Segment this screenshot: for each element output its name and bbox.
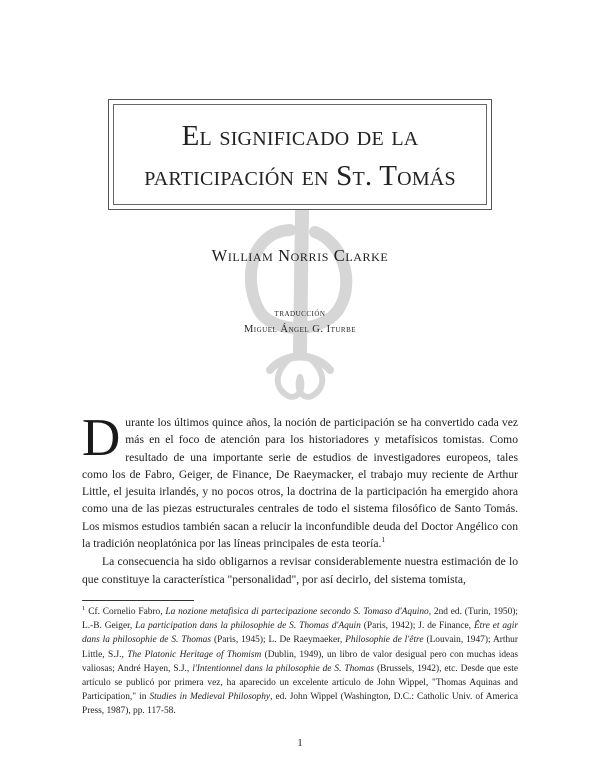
footnote-divider (82, 600, 194, 601)
footnote-mark: 1 (82, 604, 86, 612)
phi-ornament-icon (230, 202, 370, 412)
footnote-1 (82, 605, 518, 719)
translator-name: Miguel Ángel G. Iturbe (243, 324, 357, 335)
author-name: William Norris Clarke (211, 246, 389, 265)
paragraph-1-text: urante los últimos quince años, la noción de participación se ha convertido cada vez más en el foco de atención para los historiadores y metafísicos tomistas. Como resultado de una importante serie de estudios de investigadores europeos, tales como los de Fabro, Geiger, de Finance, De Raeymacker, el trabajo muy reciente de Arthur Little, el jesuita irlandés, y no pocos otros, la doctrina de la participación ha emergido ahora como una de las piezas estructurales centrales de todo el sistema filosófico de Santo Tomás. Los mismos estudios también sacan a relucir la inconfundible deuda del Doctor Angélico con la tradición neoplatónica por las líneas principales de esta teoría. (82, 416, 518, 551)
footnote-title: Philosophie de l'être (345, 635, 424, 646)
footnote-text: (Louvain, 1947); Arthur Little, S.J., (82, 635, 518, 660)
footnote-ref-1[interactable]: 1 (381, 535, 386, 545)
body-text (82, 409, 518, 588)
footnote-text: , 2nd ed. (Turin, 1950); L.-B. Geiger, (82, 607, 518, 632)
footnote-title: The Platonic Heritage of Thomism (127, 649, 262, 660)
footnote-title: La nozione metafisica di partecipazione secondo S. Tomaso d'Aquino (165, 607, 429, 617)
footnote-text: (Paris, 1945); L. De Raeymaeker, (211, 635, 346, 646)
paragraph-2: La consecuencia ha sido obligarnos a revisar considerablemente nuestra estimación de lo que constituye la característica "personalidad", por así decirlo, del sistema tomista, (82, 555, 518, 586)
footnote-title: l'Intentionnel dans la philosophie de S. Thomas (192, 663, 375, 674)
title-line-1: El significado de la (181, 120, 419, 152)
footnote-text: Cf. Cornelio Fabro, (88, 607, 166, 617)
footnote-text: (Paris, 1942); J. de Finance, (360, 621, 474, 632)
footnote-title: La participation dans la philosophie de S. Thomas d'Aquin (135, 621, 361, 632)
footnote-text: (Brussels, 1942), etc. Desde que este artículo se publicó por primera vez, ha aparecido un excelente artículo de John Wippel, "Thomas Aquinas and Participation," in (82, 663, 518, 703)
title-frame (108, 99, 492, 210)
paragraph-1 (82, 409, 518, 552)
page-number: 1 (297, 737, 303, 749)
footnote-text: (Dublin, 1949), un libro de valor desigual pero con muchas ideas valiosas; André Hayen, S.J., (82, 649, 519, 674)
translation-label: traducción (274, 308, 326, 319)
footnote-text: , ed. John Wippel (Washington, D.C.: Catholic Univ. of America Press, 1987), pp. 117-58. (82, 692, 518, 717)
footnote-title: Studies in Medieval Philosophy (149, 692, 271, 703)
footnote-title: Être et agir dans la philosophie de S. Thomas (82, 621, 518, 646)
title-line-2: participación en St. Tomás (144, 160, 456, 192)
drop-cap: D (82, 409, 121, 467)
